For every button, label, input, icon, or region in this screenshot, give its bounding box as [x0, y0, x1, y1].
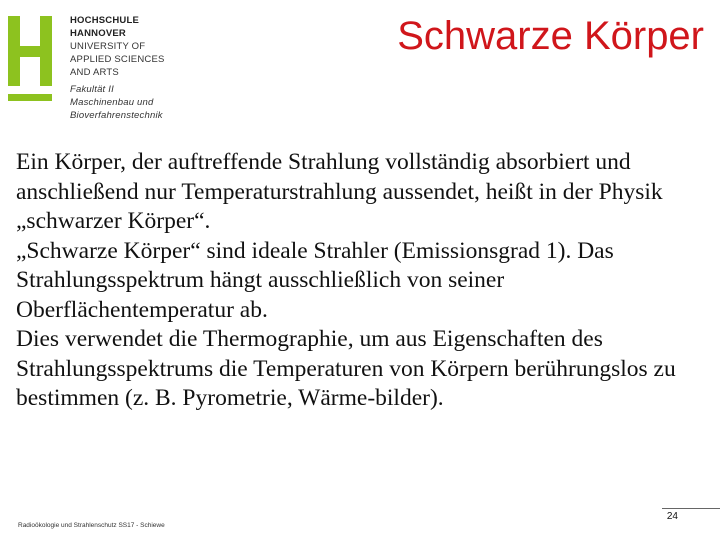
university-logo — [8, 14, 178, 134]
hochschule-h-logo-icon — [8, 16, 52, 104]
logo-line: UNIVERSITY OF — [70, 41, 146, 52]
slide-body — [16, 148, 710, 414]
footer-course: Radioökologie und Strahlenschutz SS17 - Schiewe — [18, 522, 165, 529]
logo-line: HOCHSCHULE — [70, 15, 140, 26]
faculty-line: Fakultät II — [70, 84, 114, 95]
faculty-line: Maschinenbau und — [70, 97, 154, 108]
body-paragraph: Ein Körper, der auftreffende Strahlung vollständig absorbiert und anschließend nur Temperaturstrahlung aussendet, heißt in der Physik „schwarzer Körper“. — [16, 149, 663, 234]
faculty-block — [70, 83, 165, 122]
page-number: 24 — [666, 511, 678, 522]
slide-title: Schwarze Körper — [397, 14, 704, 58]
logo-line: HANNOVER — [70, 28, 126, 39]
footer-divider — [662, 508, 720, 509]
body-paragraph: Dies verwendet die Thermographie, um aus Eigenschaften des Strahlungsspektrums die Temperaturen von Körpern berührungslos zu bestimmen (z. B. Pyrometrie, Wärme-bilder). — [16, 326, 676, 411]
logo-line: APPLIED SCIENCES — [70, 54, 165, 65]
logo-line: AND ARTS — [70, 67, 119, 78]
faculty-line: Bioverfahrenstechnik — [70, 110, 163, 121]
body-paragraph: „Schwarze Körper“ sind ideale Strahler (Emissionsgrad 1). Das Strahlungsspektrum hängt ausschließlich von seiner Oberflächentemperatur ab. — [16, 237, 614, 323]
logo-text — [70, 14, 165, 122]
